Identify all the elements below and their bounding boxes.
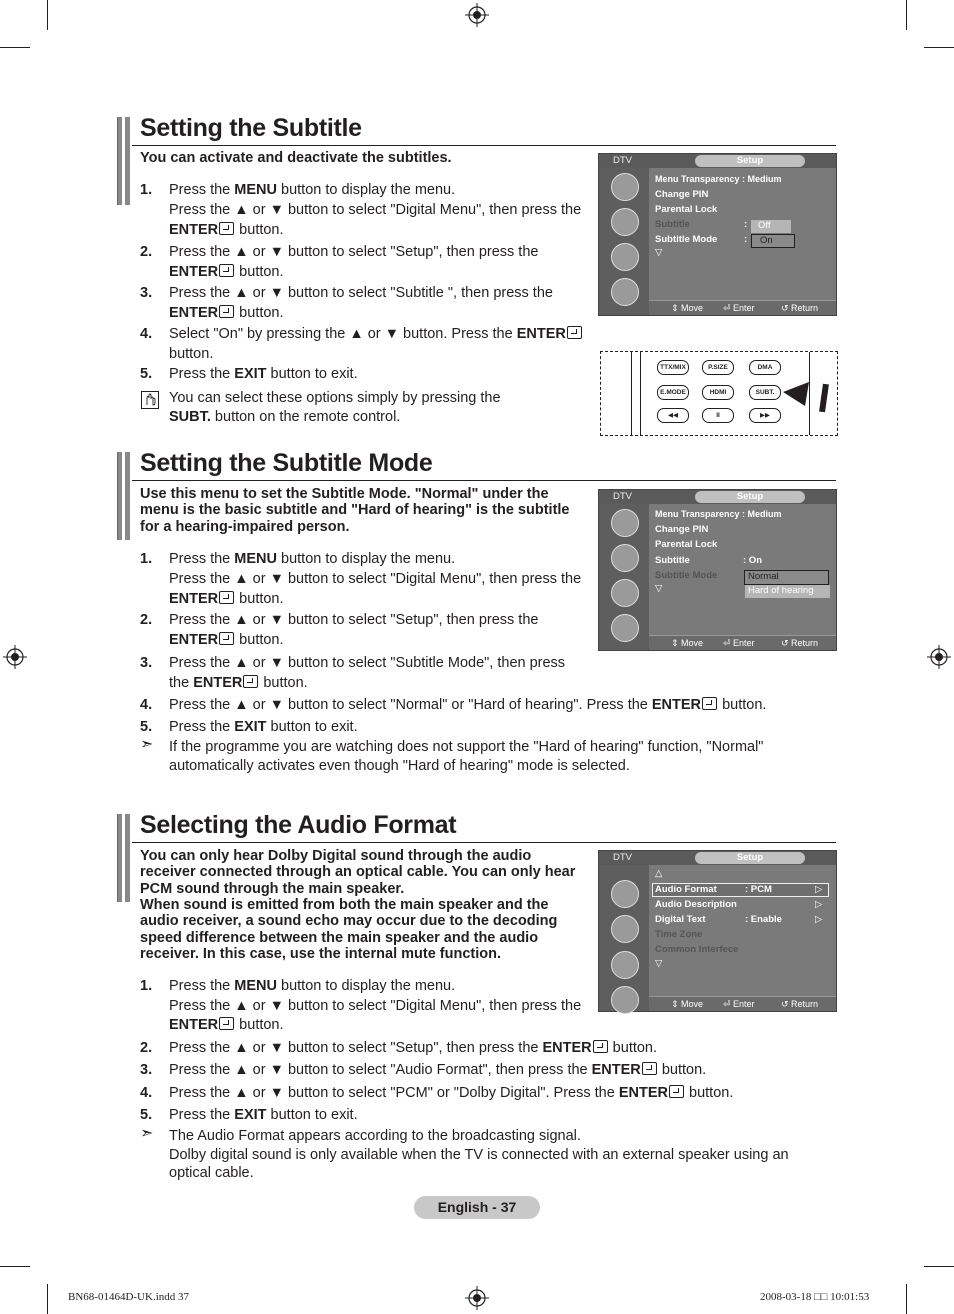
text-line: Select "On" by pressing the ▲ or ▼ button. Press the ENTER — [169, 325, 583, 344]
step-number: 2. — [140, 1040, 153, 1056]
text-line: Press the MENU button to display the menu. — [169, 182, 456, 198]
text-line: ENTER button. — [169, 305, 284, 321]
step-number: 4. — [140, 1085, 153, 1101]
text-line: Press the ▲ or ▼ button to select "Audio Format", then press the ENTER button. — [169, 1062, 707, 1078]
ttx-mix-button: TTX/MIX — [657, 360, 689, 375]
sound-icon — [611, 544, 639, 572]
registration-mark-icon — [465, 1286, 489, 1310]
tv-menu-sidebar — [599, 865, 649, 1011]
crop-mark — [47, 0, 48, 30]
text-line: SUBT. button on the remote control. — [169, 408, 401, 425]
crop-mark — [924, 47, 954, 48]
tv-menu-item: Time Zone — [655, 929, 703, 940]
enter-icon — [642, 1062, 657, 1075]
text-line: Use this menu to set the Subtitle Mode. "Normal" under the — [140, 486, 549, 502]
enter-icon — [593, 1040, 608, 1053]
tv-menu-audio-format — [598, 850, 837, 1012]
text-line: Press the ▲ or ▼ button to select "Setup", then press the ENTER button. — [169, 1040, 658, 1056]
tv-menu-item: Parental Lock — [655, 204, 718, 215]
section-marker — [117, 814, 130, 902]
tv-menu-footer — [649, 300, 836, 315]
tv-menu-item: Subtitle — [655, 555, 690, 566]
tv-menu-header — [599, 851, 836, 865]
tv-menu-item: Subtitle Mode — [655, 570, 718, 581]
title-rule — [132, 145, 836, 146]
tv-menu-value: : On — [743, 555, 762, 566]
section-intro: You can activate and deactivate the subtitles. — [140, 150, 452, 166]
step-number: 2. — [140, 612, 153, 628]
text-line: Press the ▲ or ▼ button to select "Subtitle Mode", then press — [169, 655, 566, 671]
footer-enter: Enter — [733, 303, 755, 313]
crop-mark — [906, 0, 907, 30]
text-line: When sound is emitted from both the main speaker and the — [140, 896, 549, 913]
text-line: receiver connected through an optical cable. You can only hear — [140, 864, 576, 881]
note-arrow-icon: ➣ — [140, 1125, 154, 1142]
text-line: button. — [169, 346, 214, 362]
text-line: optical cable. — [169, 1165, 254, 1181]
fast-forward-button: ▶▶ — [749, 408, 781, 423]
title-rule — [132, 480, 836, 481]
footer-move: Move — [681, 999, 704, 1009]
step-number: 2. — [140, 244, 153, 260]
text-line: Press the EXIT button to exit. — [169, 719, 358, 735]
section-title: Setting the Subtitle Mode — [140, 449, 433, 477]
text-line: for a hearing-impaired person. — [140, 518, 350, 535]
tv-menu-subtitle — [598, 153, 837, 316]
tv-menu-footer — [649, 635, 836, 650]
enter-icon — [669, 1085, 684, 1098]
enter-icon: ⏎ — [723, 999, 731, 1009]
text-line: ENTER button. — [169, 1017, 284, 1033]
text-line: Press the ▲ or ▼ button to select "Setup", then press the — [169, 612, 539, 628]
tv-menu-item: Digital Text — [655, 914, 706, 925]
tv-menu-footer — [649, 996, 836, 1011]
move-icon: ⇕ — [671, 303, 679, 313]
text-line: ENTER button. — [169, 222, 284, 238]
tv-menu-item: Subtitle — [655, 219, 690, 230]
step-number: 4. — [140, 697, 153, 713]
tv-menu-item: Audio Description — [655, 899, 737, 910]
dma-button: DMA — [749, 360, 781, 375]
tv-menu-item: Subtitle Mode — [655, 234, 718, 245]
section-marker — [117, 452, 130, 540]
text-line: Press the ▲ or ▼ button to select "Normal" or "Hard of hearing". Press the ENTER button. — [169, 697, 767, 713]
tv-menu-header — [599, 490, 836, 504]
return-icon: ↺ — [781, 999, 789, 1009]
text-line: The Audio Format appears according to the broadcasting signal. — [169, 1128, 581, 1144]
text-line: receiver. In this case, use the internal mute function. — [140, 945, 501, 962]
section-marker — [117, 117, 130, 205]
step-number: 1. — [140, 978, 153, 994]
picture-icon — [611, 509, 639, 537]
crop-mark — [906, 1284, 907, 1314]
text-line: the ENTER button. — [169, 675, 308, 691]
enter-icon — [219, 305, 234, 318]
enter-icon — [243, 675, 258, 688]
tv-menu-item: Change PIN — [655, 189, 709, 200]
tv-menu-tab: Setup — [695, 155, 805, 167]
down-arrow-icon: ▽ — [655, 583, 663, 594]
footer-move: Move — [681, 638, 704, 648]
step-number: 1. — [140, 182, 153, 198]
crop-mark — [47, 1284, 48, 1314]
tip-hand-icon — [141, 391, 159, 409]
tv-menu-dtv-label: DTV — [613, 852, 632, 863]
enter-icon — [219, 1017, 234, 1030]
text-line: ENTER button. — [169, 264, 284, 280]
text-line: Press the ▲ or ▼ button to select "Setup", then press the — [169, 244, 539, 260]
move-icon: ⇕ — [671, 999, 679, 1009]
text-line: Press the EXIT button to exit. — [169, 1107, 358, 1123]
pointer-arrow-icon — [783, 380, 833, 416]
hdmi-button: HDMI — [702, 385, 734, 400]
footer-move: Move — [681, 303, 704, 313]
tv-menu-dtv-label: DTV — [613, 155, 632, 166]
picture-icon — [611, 173, 639, 201]
enter-icon — [219, 264, 234, 277]
title-rule — [132, 842, 836, 843]
footer-return: Return — [791, 638, 819, 648]
sound-icon — [611, 915, 639, 943]
remote-body-edge — [631, 352, 641, 435]
text-line: Press the ▲ or ▼ button to select "Digital Menu", then press the — [169, 202, 582, 218]
option-hard-of-hearing: Hard of hearing — [745, 585, 830, 598]
right-arrow-icon: ▷ — [815, 884, 823, 895]
rewind-button: ◀◀ — [657, 408, 689, 423]
tv-menu-colon: : — [744, 219, 748, 230]
right-arrow-icon: ▷ — [815, 914, 823, 925]
text-line: PCM sound through the main speaker. — [140, 880, 405, 897]
tv-menu-tab: Setup — [695, 852, 805, 864]
tv-menu-item: Common Interfece — [655, 944, 739, 955]
return-icon: ↺ — [781, 638, 789, 648]
footer-enter: Enter — [733, 638, 755, 648]
text-line: Press the MENU button to display the menu. — [169, 551, 456, 567]
remote-control-illustration — [600, 351, 838, 436]
text-line: Press the ▲ or ▼ button to select "Digital Menu", then press the — [169, 997, 582, 1014]
up-arrow-icon: △ — [655, 868, 663, 879]
page-number: English - 37 — [414, 1196, 540, 1219]
setup-icon — [611, 986, 639, 1014]
subt-button: SUBT. — [749, 385, 781, 400]
footer-enter: Enter — [733, 999, 755, 1009]
tv-menu-value: : PCM — [745, 884, 772, 895]
text-line: menu is the basic subtitle and "Hard of hearing" is the subtitle — [140, 502, 570, 519]
step-number: 5. — [140, 1107, 153, 1123]
tv-menu-item: Menu Transparency : Medium — [655, 174, 782, 184]
text-line: speed difference between the main speaker and the audio — [140, 929, 539, 946]
enter-icon: ⏎ — [723, 303, 731, 313]
enter-icon: ⏎ — [723, 638, 731, 648]
step-number: 3. — [140, 655, 153, 671]
registration-mark-icon — [927, 645, 951, 669]
enter-icon — [219, 222, 234, 235]
text-line: Press the EXIT button to exit. — [169, 366, 358, 382]
enter-icon — [219, 632, 234, 645]
step-number: 1. — [140, 551, 153, 567]
down-arrow-icon: ▽ — [655, 958, 663, 969]
tv-menu-item: Parental Lock — [655, 539, 718, 550]
step-number: 5. — [140, 719, 153, 735]
channel-icon — [611, 243, 639, 271]
tv-menu-sidebar — [599, 168, 649, 315]
tv-menu-item: Audio Format — [655, 884, 717, 895]
tv-menu-value: : Enable — [745, 914, 782, 925]
channel-icon — [611, 951, 639, 979]
enter-icon — [219, 591, 234, 604]
note-arrow-icon: ➣ — [140, 736, 154, 753]
tv-menu-tab: Setup — [695, 491, 805, 503]
return-icon: ↺ — [781, 303, 789, 313]
crop-mark — [0, 47, 30, 48]
psize-button: P.SIZE — [702, 360, 734, 375]
move-icon: ⇕ — [671, 638, 679, 648]
setup-icon — [611, 614, 639, 642]
text-line: Press the ▲ or ▼ button to select "Subtitle ", then press the — [169, 285, 553, 301]
tv-menu-header — [599, 154, 836, 168]
text-line: Press the MENU button to display the menu. — [169, 978, 456, 994]
enter-icon — [567, 326, 582, 339]
text-line: audio receiver, a sound echo may occur due to the decoding — [140, 913, 558, 930]
text-line: ENTER button. — [169, 632, 284, 648]
text-line: Press the ▲ or ▼ button to select "PCM" or "Dolby Digital". Press the ENTER button. — [169, 1085, 734, 1101]
text-line: ENTER button. — [169, 591, 284, 607]
tv-menu-item: Menu Transparency : Medium — [655, 509, 782, 519]
text-line: If the programme you are watching does not support the "Hard of hearing" function, "Normal" — [169, 739, 764, 755]
step-number: 5. — [140, 366, 153, 382]
text-line: Press the ▲ or ▼ button to select "Digital Menu", then press the — [169, 571, 582, 587]
setup-icon — [611, 278, 639, 306]
registration-mark-icon — [465, 3, 489, 27]
step-number: 4. — [140, 326, 153, 342]
footer-return: Return — [791, 303, 819, 313]
picture-icon — [611, 880, 639, 908]
registration-mark-icon — [3, 645, 27, 669]
pause-button: II — [702, 408, 734, 423]
sound-icon — [611, 208, 639, 236]
step-number: 3. — [140, 1062, 153, 1078]
crop-mark — [0, 1266, 30, 1267]
text-line: Dolby digital sound is only available when the TV is connected with an external speaker using an — [169, 1146, 789, 1163]
tv-menu-subtitle-mode — [598, 489, 837, 651]
file-slug: BN68-01464D-UK.indd 37 — [68, 1291, 189, 1303]
section-title: Setting the Subtitle — [140, 114, 362, 142]
text-line: You can select these options simply by pressing the — [169, 390, 501, 406]
crop-mark — [924, 1266, 954, 1267]
text-line: You can only hear Dolby Digital sound through the audio — [140, 848, 532, 864]
section-title: Selecting the Audio Format — [140, 811, 457, 839]
channel-icon — [611, 579, 639, 607]
step-number: 3. — [140, 285, 153, 301]
tv-menu-dtv-label: DTV — [613, 491, 632, 502]
text-line: automatically activates even though "Hard of hearing" mode is selected. — [169, 757, 630, 774]
tv-menu-item: Change PIN — [655, 524, 709, 535]
option-on: On — [751, 234, 795, 248]
enter-icon — [702, 697, 717, 710]
date-slug: 2008-03-18 □□ 10:01:53 — [760, 1291, 870, 1303]
down-arrow-icon: ▽ — [655, 247, 663, 258]
right-arrow-icon: ▷ — [815, 899, 823, 910]
option-normal: Normal — [744, 570, 829, 585]
footer-return: Return — [791, 999, 819, 1009]
tv-menu-sidebar — [599, 504, 649, 650]
tv-menu-colon: : — [744, 234, 748, 245]
option-off: Off — [751, 220, 791, 233]
emode-button: E.MODE — [657, 385, 689, 400]
